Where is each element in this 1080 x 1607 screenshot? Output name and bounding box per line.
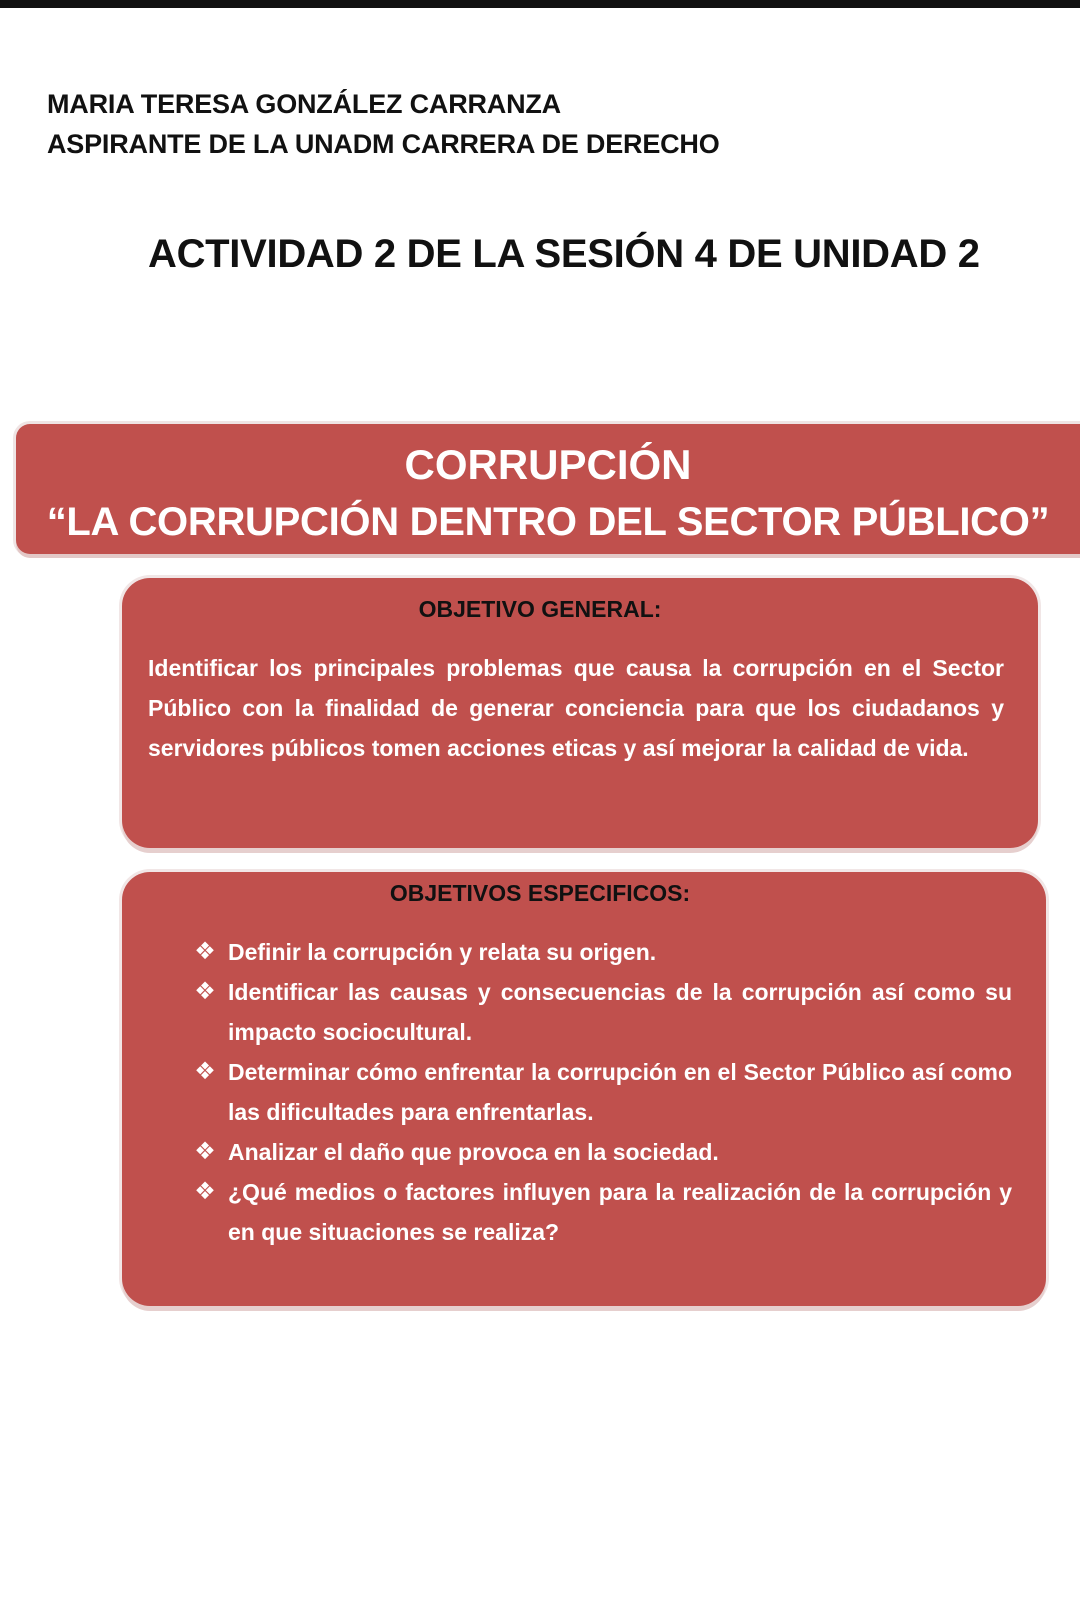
- diamond-bullet-icon: ❖: [194, 978, 216, 1005]
- top-border-line: [0, 0, 1080, 8]
- list-item-text: Analizar el daño que provoca en la sociedad.: [228, 1139, 719, 1165]
- list-item: [192, 1052, 1012, 1132]
- list-item-text: ¿Qué medios o factores influyen para la realización de la corrupción y en que situaciones se realiza?: [228, 1179, 1012, 1245]
- diamond-bullet-icon: ❖: [194, 1138, 216, 1165]
- list-item-text: Determinar cómo enfrentar la corrupción en el Sector Público así como las dificultades para enfrentarlas.: [228, 1059, 1012, 1125]
- specific-objectives-heading: OBJETIVOS ESPECIFICOS:: [389, 880, 691, 906]
- activity-title: ACTIVIDAD 2 DE LA SESIÓN 4 DE UNIDAD 2: [148, 232, 980, 276]
- list-item-text: Identificar las causas y consecuencias de la corrupción así como su impacto sociocultural.: [228, 979, 1012, 1045]
- diamond-bullet-icon: ❖: [194, 1058, 216, 1085]
- general-objective-heading: OBJETIVO GENERAL:: [418, 596, 662, 622]
- banner-subtitle: “LA CORRUPCIÓN DENTRO DEL SECTOR PÚBLICO”: [46, 500, 1050, 544]
- diamond-bullet-icon: ❖: [194, 1178, 216, 1205]
- list-item: [192, 1172, 1012, 1252]
- list-item: [192, 932, 1012, 972]
- author-name: MARIA TERESA GONZÁLEZ CARRANZA: [47, 89, 561, 119]
- author-role: ASPIRANTE DE LA UNADM CARRERA DE DERECHO: [47, 129, 720, 159]
- specific-objectives-list: [192, 932, 1012, 1252]
- list-item: [192, 1132, 1012, 1172]
- banner-title: CORRUPCIÓN: [404, 441, 692, 488]
- author-block: [47, 84, 720, 164]
- general-objective-text: Identificar los principales problemas que causa la corrupción en el Sector Público con la finalidad de generar conciencia para que los ciudadanos y servidores públicos tomen acciones eticas y así mejorar la calidad de vida.: [148, 655, 1004, 761]
- diamond-bullet-icon: ❖: [194, 938, 216, 965]
- topic-banner: [16, 424, 1080, 554]
- list-item: [192, 972, 1012, 1052]
- list-item-text: Definir la corrupción y relata su origen.: [228, 939, 657, 965]
